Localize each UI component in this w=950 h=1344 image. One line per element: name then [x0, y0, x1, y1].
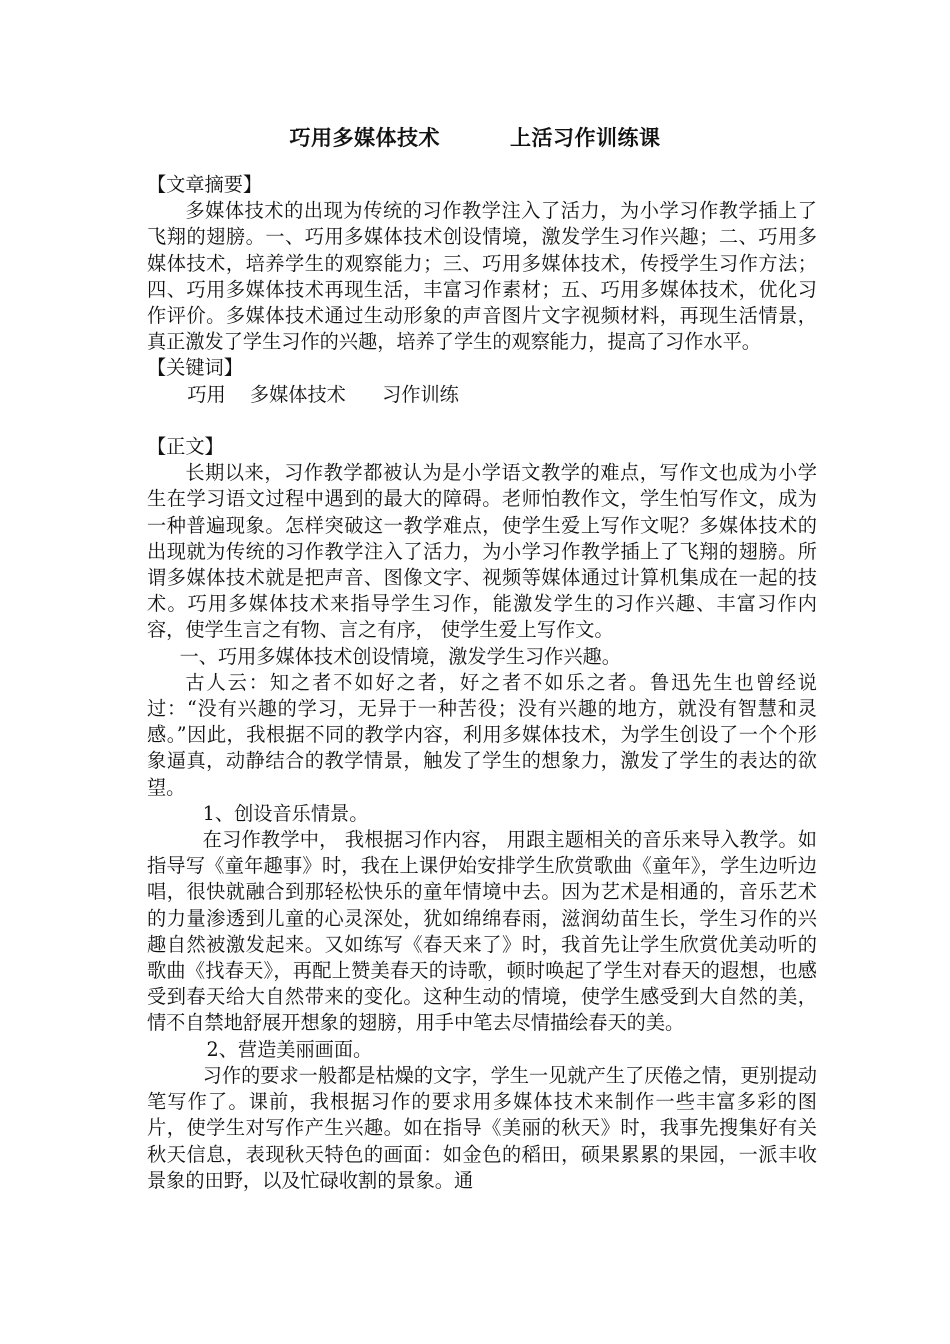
title-part-2: 上活习作训练课	[510, 126, 661, 150]
paragraph: 习作的要求一般都是枯燥的文字，学生一见就产生了厌倦之情，更别提动笔写作了。课前，我根据习作的要求用多媒体技术来制作一些丰富多彩的图片，使学生对写作产生兴趣。如在指导《美丽的秋天》时，我事先搜集好有关秋天信息，表现秋天特色的画面：如金色的稻田，硕果累累的果园，一派丰收景象的田野，以及忙碌收割的景象。通	[147, 1063, 817, 1192]
paragraph: 古人云：知之者不如好之者，好之者不如乐之者。鲁迅先生也曾经说过：“没有兴趣的学习，无异于一种苦役；没有兴趣的地方，就没有智慧和灵感。”因此，我根据不同的教学内容，利用多媒体技术，为学生创设了一个个形象逼真，动静结合的教学情景，触发了学生的想象力，激发了学生的表达的欲望。	[147, 670, 817, 799]
spacer	[147, 408, 817, 434]
paragraph: 在习作教学中， 我根据习作内容， 用跟主题相关的音乐来导入教学。如指导写《童年趣事》时，我在上课伊始安排学生欣赏歌曲《童年》，学生边听边唱，很快就融合到那轻松快乐的童年情境中去。因为艺术是相通的，音乐艺术的力量渗透到儿童的心灵深处，犹如绵绵春雨，滋润幼苗生长，学生习作的兴趣自然被激发起来。又如练写《春天来了》时，我首先让学生欣赏优美动听的歌曲《找春天》，再配上赞美春天的诗歌，顿时唤起了学生对春天的遐想，也感受到春天给大自然带来的变化。这种生动的情境，使学生感受到大自然的美，情不自禁地舒展开想象的翅膀，用手中笔去尽情描绘春天的美。	[147, 828, 817, 1035]
abstract-text: 多媒体技术的出现为传统的习作教学注入了活力，为小学习作教学插上了飞翔的翅膀。一、巧用多媒体技术创设情境，激发学生习作兴趣；二、巧用多媒体技术，培养学生的观察能力；三、巧用多媒体技术，传授学生习作方法；四、巧用多媒体技术再现生活，丰富习作素材；五、巧用多媒体技术，优化习作评价。多媒体技术通过生动形象的声音图片文字视频材料，再现生活情景，真正激发了学生习作的兴趣，培养了学生的观察能力，提高了习作水平。	[147, 199, 817, 354]
subsection-heading: 2、营造美丽画面。	[206, 1037, 373, 1061]
abstract-heading: 【文章摘要】	[147, 173, 263, 196]
keywords-text: 巧用 多媒体技术 习作训练	[187, 382, 459, 406]
page-title	[0, 122, 950, 152]
paragraph: 长期以来，习作教学都被认为是小学语文教学的难点，写作文也成为小学生在学习语文过程中遇到的最大的障碍。老师怕教作文，学生怕写作文，成为一种普遍现象。怎样突破这一教学难点，使学生爱上写作文呢？多媒体技术的出现就为传统的习作教学注入了活力，为小学习作教学插上了飞翔的翅膀。所谓多媒体技术就是把声音、图像文字、视频等媒体通过计算机集成在一起的技术。巧用多媒体技术来指导学生习作，能激发学生的习作兴趣、丰富习作内容，使学生言之有物、言之有序， 使学生爱上写作文。	[147, 461, 817, 642]
section-heading: 一、巧用多媒体技术创设情境，激发学生习作兴趣。	[179, 644, 621, 668]
keywords-heading: 【关键词】	[147, 356, 243, 380]
subsection-heading: 1、创设音乐情景。	[202, 801, 369, 825]
main-heading: 【正文】	[147, 435, 224, 459]
title-part-1: 巧用多媒体技术	[289, 126, 440, 150]
article-body	[147, 172, 817, 1194]
